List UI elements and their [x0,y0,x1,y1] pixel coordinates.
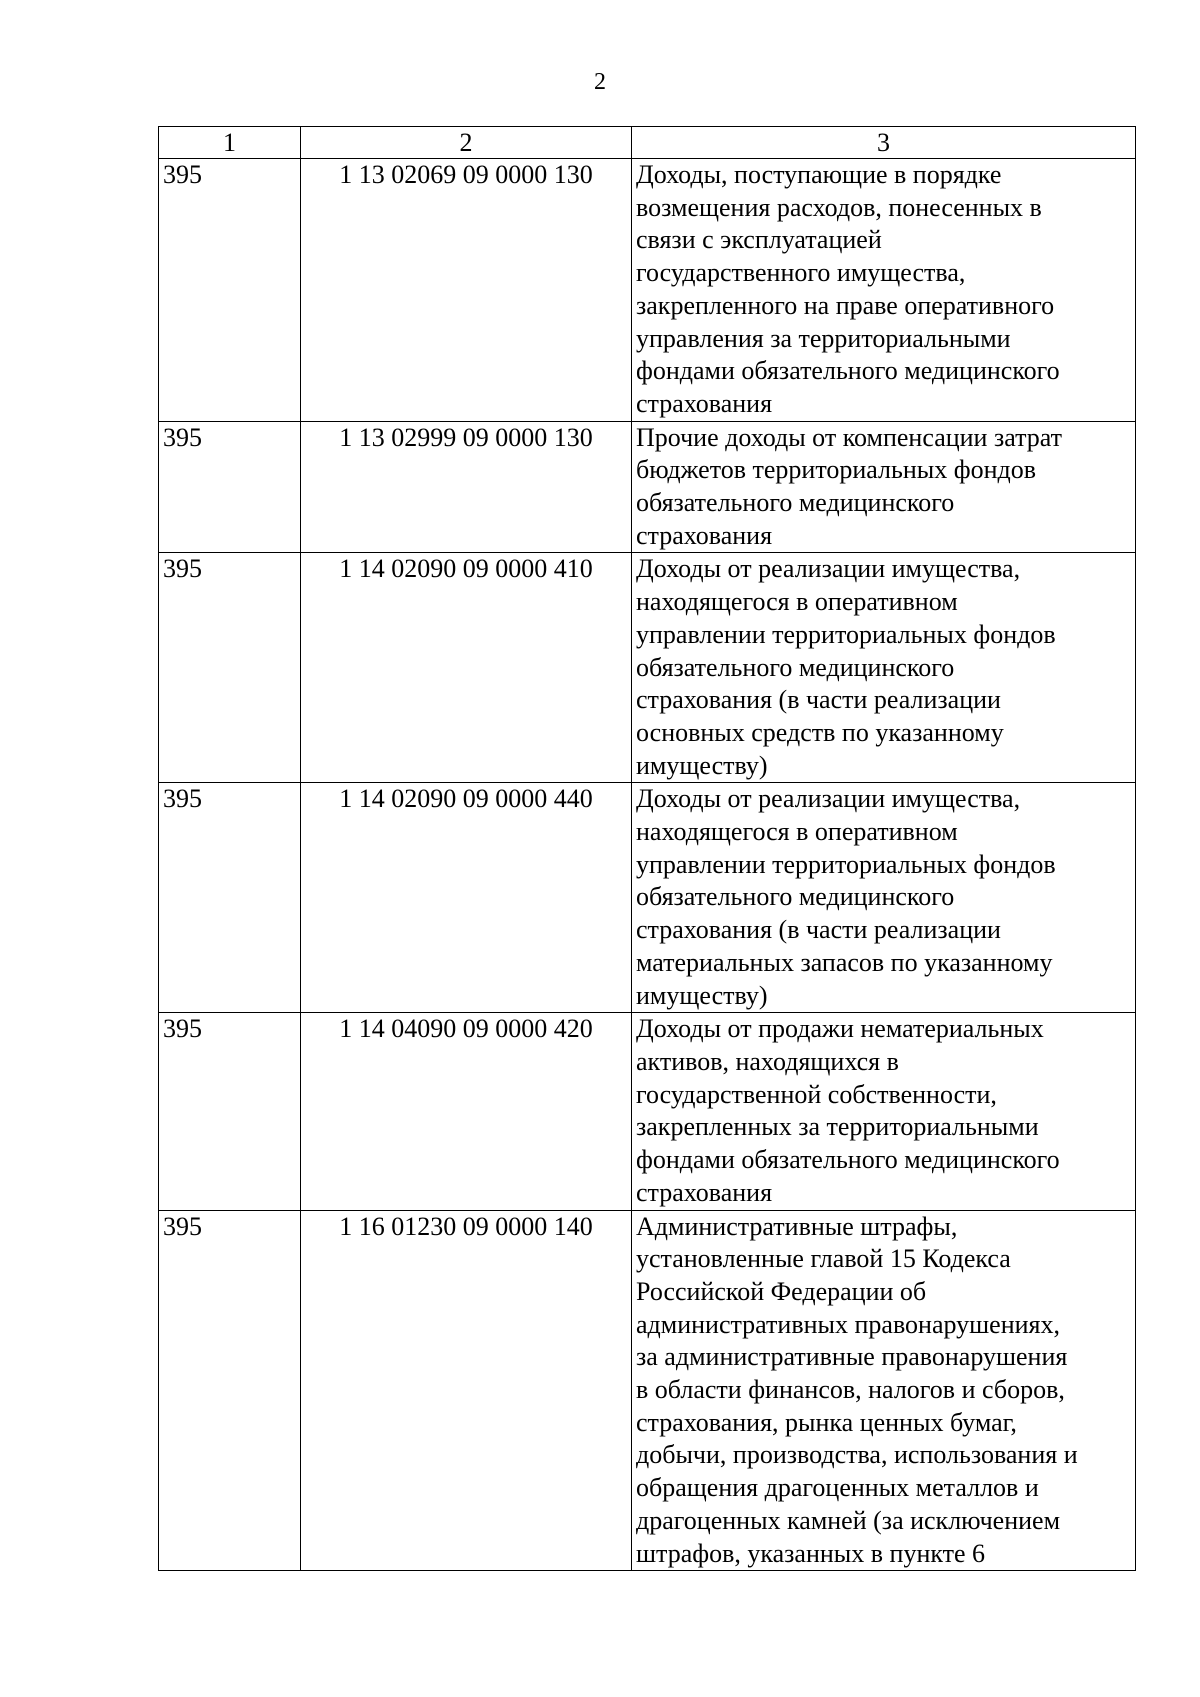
income-description-cell [632,421,1136,553]
budget-classification-code-cell: 1 13 02999 09 0000 130 [301,421,632,553]
budget-classification-code-cell: 1 14 02090 09 0000 440 [301,783,632,1013]
description-line: обращения драгоценных металлов и [636,1473,1039,1503]
description-line: установленные главой 15 Кодекса [636,1244,1011,1274]
administrator-code-cell: 395 [159,421,301,553]
budget-classification-code-cell: 1 13 02069 09 0000 130 [301,159,632,422]
description-line: основных средств по указанному [636,717,1004,747]
description-line: страхования, рынка ценных бумаг, [636,1407,1017,1437]
description-line: фондами обязательного медицинского [636,356,1060,386]
table-header [159,127,1136,159]
income-description-cell [632,1210,1136,1571]
description-line: Доходы, поступающие в порядке [636,160,1002,189]
income-description-cell [632,159,1136,422]
description-line: за административные правонарушения [636,1342,1068,1372]
description-line: активов, находящихся в [636,1046,899,1076]
description-line: драгоценных камней (за исключением [636,1505,1061,1535]
description-line: обязательного медицинского [636,652,955,682]
table-row [159,1210,1136,1571]
description-line: материальных запасов по указанному [636,947,1053,977]
budget-classification-code-cell: 1 14 02090 09 0000 410 [301,553,632,783]
description-line: связи с эксплуатацией [636,225,882,255]
description-line: Доходы от реализации имущества, [636,554,1021,584]
description-line: государственного имущества, [636,258,966,288]
description-line: управлении территориальных фондов [636,849,1056,879]
administrator-code-cell: 395 [159,1210,301,1571]
description-line: управлении территориальных фондов [636,619,1056,649]
description-line: страхования [636,388,773,418]
description-line: добычи, производства, использования и [636,1440,1078,1470]
description-line: фондами обязательного медицинского [636,1145,1060,1175]
description-line: закрепленного на праве оперативного [636,290,1055,320]
budget-codes-table [158,126,1136,1571]
column-header-2: 2 [301,127,632,159]
description-line: Прочие доходы от компенсации затрат [636,422,1063,452]
administrator-code-cell: 395 [159,783,301,1013]
income-description-cell [632,783,1136,1013]
description-line: страхования (в части реализации [636,685,1001,715]
administrator-code-cell: 395 [159,1013,301,1210]
description-line: имуществу) [636,750,768,780]
column-header-1: 1 [159,127,301,159]
table-row [159,1013,1136,1210]
description-line: штрафов, указанных в пункте 6 [636,1538,986,1568]
description-line: страхования [636,520,773,550]
table-row [159,159,1136,422]
description-line: находящегося в оперативном [636,817,958,847]
description-line: Доходы от продажи нематериальных [636,1014,1044,1044]
administrator-code-cell: 395 [159,553,301,783]
page-number: 2 [594,69,606,95]
table-row [159,421,1136,553]
description-line: страхования [636,1177,773,1207]
description-line: находящегося в оперативном [636,587,958,617]
description-line: административных правонарушениях, [636,1309,1060,1339]
description-line: обязательного медицинского [636,882,955,912]
description-line: страхования (в части реализации [636,915,1001,945]
administrator-code-cell: 395 [159,159,301,422]
budget-classification-code-cell: 1 16 01230 09 0000 140 [301,1210,632,1571]
description-line: Административные штрафы, [636,1211,958,1241]
description-line: возмещения расходов, понесенных в [636,192,1042,222]
budget-classification-code-cell: 1 14 04090 09 0000 420 [301,1013,632,1210]
description-line: управления за территориальными [636,323,1011,353]
table-row [159,553,1136,783]
description-line: закрепленных за территориальными [636,1112,1039,1142]
income-description-cell [632,553,1136,783]
description-line: Доходы от реализации имущества, [636,784,1021,814]
income-description-cell [632,1013,1136,1210]
description-line: имуществу) [636,980,768,1010]
description-line: Российской Федерации об [636,1276,927,1306]
table-body [159,159,1136,1571]
description-line: обязательного медицинского [636,488,955,518]
header-row [159,127,1136,159]
description-line: в области финансов, налогов и сборов, [636,1375,1065,1405]
table-row [159,783,1136,1013]
column-header-3: 3 [632,127,1136,159]
description-line: государственной собственности, [636,1079,997,1109]
description-line: бюджетов территориальных фондов [636,455,1037,485]
